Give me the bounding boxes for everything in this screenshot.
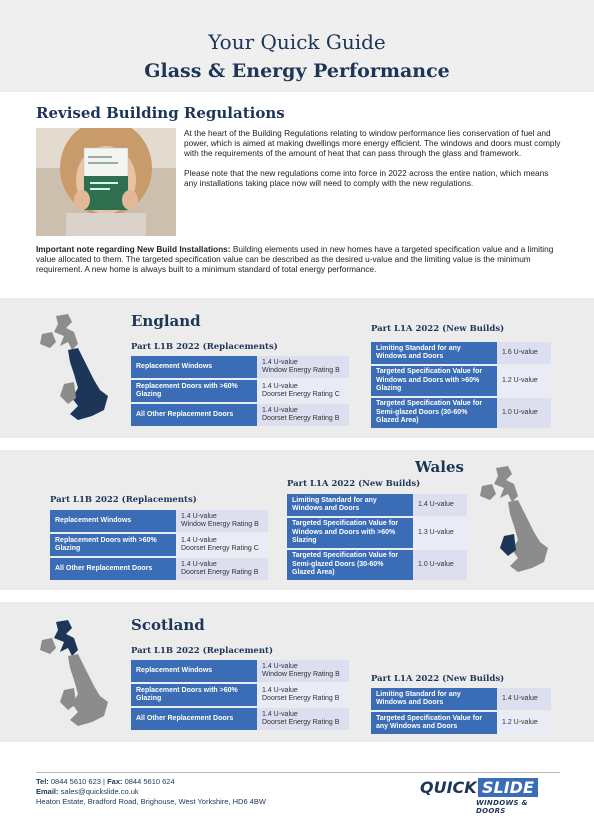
wales-replacements-table xyxy=(50,508,268,582)
table-row xyxy=(50,534,268,556)
england-replacements-table xyxy=(131,354,349,428)
row-label: All Other Replacement Doors xyxy=(50,558,176,580)
wales-heading: Wales xyxy=(415,458,464,476)
title-line-2: Glass & Energy Performance xyxy=(144,60,450,82)
note-label: Important note regarding New Build Installations: xyxy=(36,244,231,254)
row-value: 1.2 U-value xyxy=(497,366,551,396)
table-row xyxy=(287,550,467,580)
logo-word-slide: SLIDE xyxy=(478,778,538,797)
table-row xyxy=(371,398,551,428)
row-label: Targeted Specification Value for any Windows and Doors xyxy=(371,712,497,734)
scotland-replacements-title: Part L1B 2022 (Replacement) xyxy=(131,646,273,656)
table-row xyxy=(131,660,349,682)
row-label: Limiting Standard for any Windows and Doors xyxy=(371,688,497,710)
table-row xyxy=(131,708,349,730)
separator: | xyxy=(103,777,105,786)
intro-paragraph-1: At the heart of the Building Regulations relating to window performance lies conservation of fuel and power, which is aimed at making dwellings more energy efficient. The windows and doors must comply with the requirements of the amount of heat that can pass through the glass and framework. xyxy=(184,128,561,158)
u-value: 1.4 U-value xyxy=(262,406,298,414)
row-value xyxy=(257,380,349,402)
u-value: 1.4 U-value xyxy=(262,662,298,670)
energy-rating: Doorset Energy Rating B xyxy=(181,569,259,576)
row-value xyxy=(257,404,349,426)
u-value: 1.4 U-value xyxy=(181,560,217,568)
row-value xyxy=(176,558,268,580)
row-value: 1.4 U-value xyxy=(413,494,467,516)
uk-map-england-highlighted-icon xyxy=(38,312,118,430)
contact-footer xyxy=(36,777,266,807)
row-label: Limiting Standard for any Windows and Doors xyxy=(287,494,413,516)
energy-rating: Doorset Energy Rating C xyxy=(262,391,340,398)
fax-label: Fax: xyxy=(107,777,123,786)
table-row xyxy=(131,380,349,402)
email-link[interactable]: sales@quickslide.co.uk xyxy=(60,787,139,796)
row-value: 1.4 U-value xyxy=(497,688,551,710)
england-new-builds-table xyxy=(371,340,551,430)
footer-divider xyxy=(36,772,560,773)
energy-rating: Doorset Energy Rating C xyxy=(181,545,259,552)
england-section xyxy=(0,298,594,438)
table-row xyxy=(131,356,349,378)
person-holding-brochure-image xyxy=(36,128,176,236)
email-label: Email: xyxy=(36,787,59,796)
row-label: Replacement Doors with >60% Glazing xyxy=(131,380,257,402)
row-value xyxy=(176,534,268,556)
u-value: 1.4 U-value xyxy=(181,536,217,544)
wales-new-builds-title: Part L1A 2022 (New Builds) xyxy=(287,479,421,489)
address-line: Heaton Estate, Bradford Road, Brighouse, West Yorkshire, HD6 4BW xyxy=(36,797,266,806)
row-label: Targeted Specification Value for Windows and Doors with >60% Glazing xyxy=(371,366,497,396)
energy-rating: Doorset Energy Rating B xyxy=(262,719,340,726)
scotland-new-builds-title: Part L1A 2022 (New Builds) xyxy=(371,674,505,684)
logo-tagline: WINDOWS & DOORS xyxy=(476,799,528,815)
row-label: Replacement Windows xyxy=(131,660,257,682)
email-line xyxy=(36,787,266,797)
wales-section xyxy=(0,450,594,590)
uk-map-wales-highlighted-icon xyxy=(478,464,558,582)
scotland-new-builds-table xyxy=(371,686,551,736)
energy-rating: Window Energy Rating B xyxy=(262,367,340,374)
table-row xyxy=(287,494,467,516)
row-label: Targeted Specification Value for Semi-glazed Doors (30-60% Glazed Area) xyxy=(371,398,497,428)
table-row xyxy=(371,366,551,396)
energy-rating: Window Energy Rating B xyxy=(262,671,340,678)
row-label: Replacement Doors with >60% Glazing xyxy=(131,684,257,706)
fax-number: 0844 5610 624 xyxy=(124,777,175,786)
table-row xyxy=(131,404,349,426)
england-heading: England xyxy=(131,312,201,330)
row-label: All Other Replacement Doors xyxy=(131,404,257,426)
u-value: 1.4 U-value xyxy=(262,710,298,718)
row-value xyxy=(257,356,349,378)
regulations-photo xyxy=(36,128,176,236)
energy-rating: Doorset Energy Rating B xyxy=(262,415,340,422)
row-label: Targeted Specification Value for Semi-glazed Doors (30-60% Glazed Area) xyxy=(287,550,413,580)
row-value: 1.0 U-value xyxy=(413,550,467,580)
row-label: Replacement Doors with >60% Glazing xyxy=(50,534,176,556)
uk-map-scotland-highlighted-icon xyxy=(38,618,118,736)
wales-replacements-title: Part L1B 2022 (Replacements) xyxy=(50,495,197,505)
scotland-heading: Scotland xyxy=(131,616,205,634)
u-value: 1.4 U-value xyxy=(262,358,298,366)
england-new-builds-title: Part L1A 2022 (New Builds) xyxy=(371,324,505,334)
row-label: All Other Replacement Doors xyxy=(131,708,257,730)
regulations-title: Revised Building Regulations xyxy=(36,104,285,122)
scotland-replacements-table xyxy=(131,658,349,732)
table-row xyxy=(287,518,467,548)
row-value xyxy=(257,660,349,682)
table-row xyxy=(50,510,268,532)
row-value xyxy=(176,510,268,532)
regulations-intro xyxy=(184,128,564,198)
intro-paragraph-2: Please note that the new regulations come into force in 2022 across the entire nation, which means any installations taking place now will need to comply with the new regulations. xyxy=(184,168,549,188)
title-line-1: Your Quick Guide xyxy=(208,30,386,54)
table-row xyxy=(371,712,551,734)
phone-line xyxy=(36,777,266,787)
row-value: 1.3 U-value xyxy=(413,518,467,548)
row-label: Targeted Specification Value for Windows and Doors with >60% Slazing xyxy=(287,518,413,548)
scotland-section xyxy=(0,602,594,742)
wales-new-builds-table xyxy=(287,492,467,582)
logo-word-quick: QUICK xyxy=(420,778,477,797)
u-value: 1.4 U-value xyxy=(262,686,298,694)
note-text: Building elements used in new homes have a targeted specification value and a limiting value allocated to them. The targeted specification value can be described as the desired u-value and the limiting value is the minimum requirement. A new home is always built to a minimum standard of total energy performance. xyxy=(36,244,554,274)
row-label: Limiting Standard for any Windows and Doors xyxy=(371,342,497,364)
row-value: 1.6 U-value xyxy=(497,342,551,364)
quickslide-logo xyxy=(420,778,560,815)
page-header xyxy=(0,0,594,92)
table-row xyxy=(50,558,268,580)
row-value xyxy=(257,708,349,730)
new-build-note xyxy=(36,244,562,274)
row-value: 1.2 U-value xyxy=(497,712,551,734)
energy-rating: Window Energy Rating B xyxy=(181,521,259,528)
row-value: 1.0 U-value xyxy=(497,398,551,428)
table-row xyxy=(131,684,349,706)
u-value: 1.4 U-value xyxy=(262,382,298,390)
row-label: Replacement Windows xyxy=(131,356,257,378)
england-replacements-title: Part L1B 2022 (Replacements) xyxy=(131,342,278,352)
row-value xyxy=(257,684,349,706)
table-row xyxy=(371,342,551,364)
tel-label: Tel: xyxy=(36,777,49,786)
table-row xyxy=(371,688,551,710)
row-label: Replacement Windows xyxy=(50,510,176,532)
energy-rating: Doorset Energy Rating B xyxy=(262,695,340,702)
tel-number[interactable]: 0844 5610 623 xyxy=(50,777,101,786)
u-value: 1.4 U-value xyxy=(181,512,217,520)
